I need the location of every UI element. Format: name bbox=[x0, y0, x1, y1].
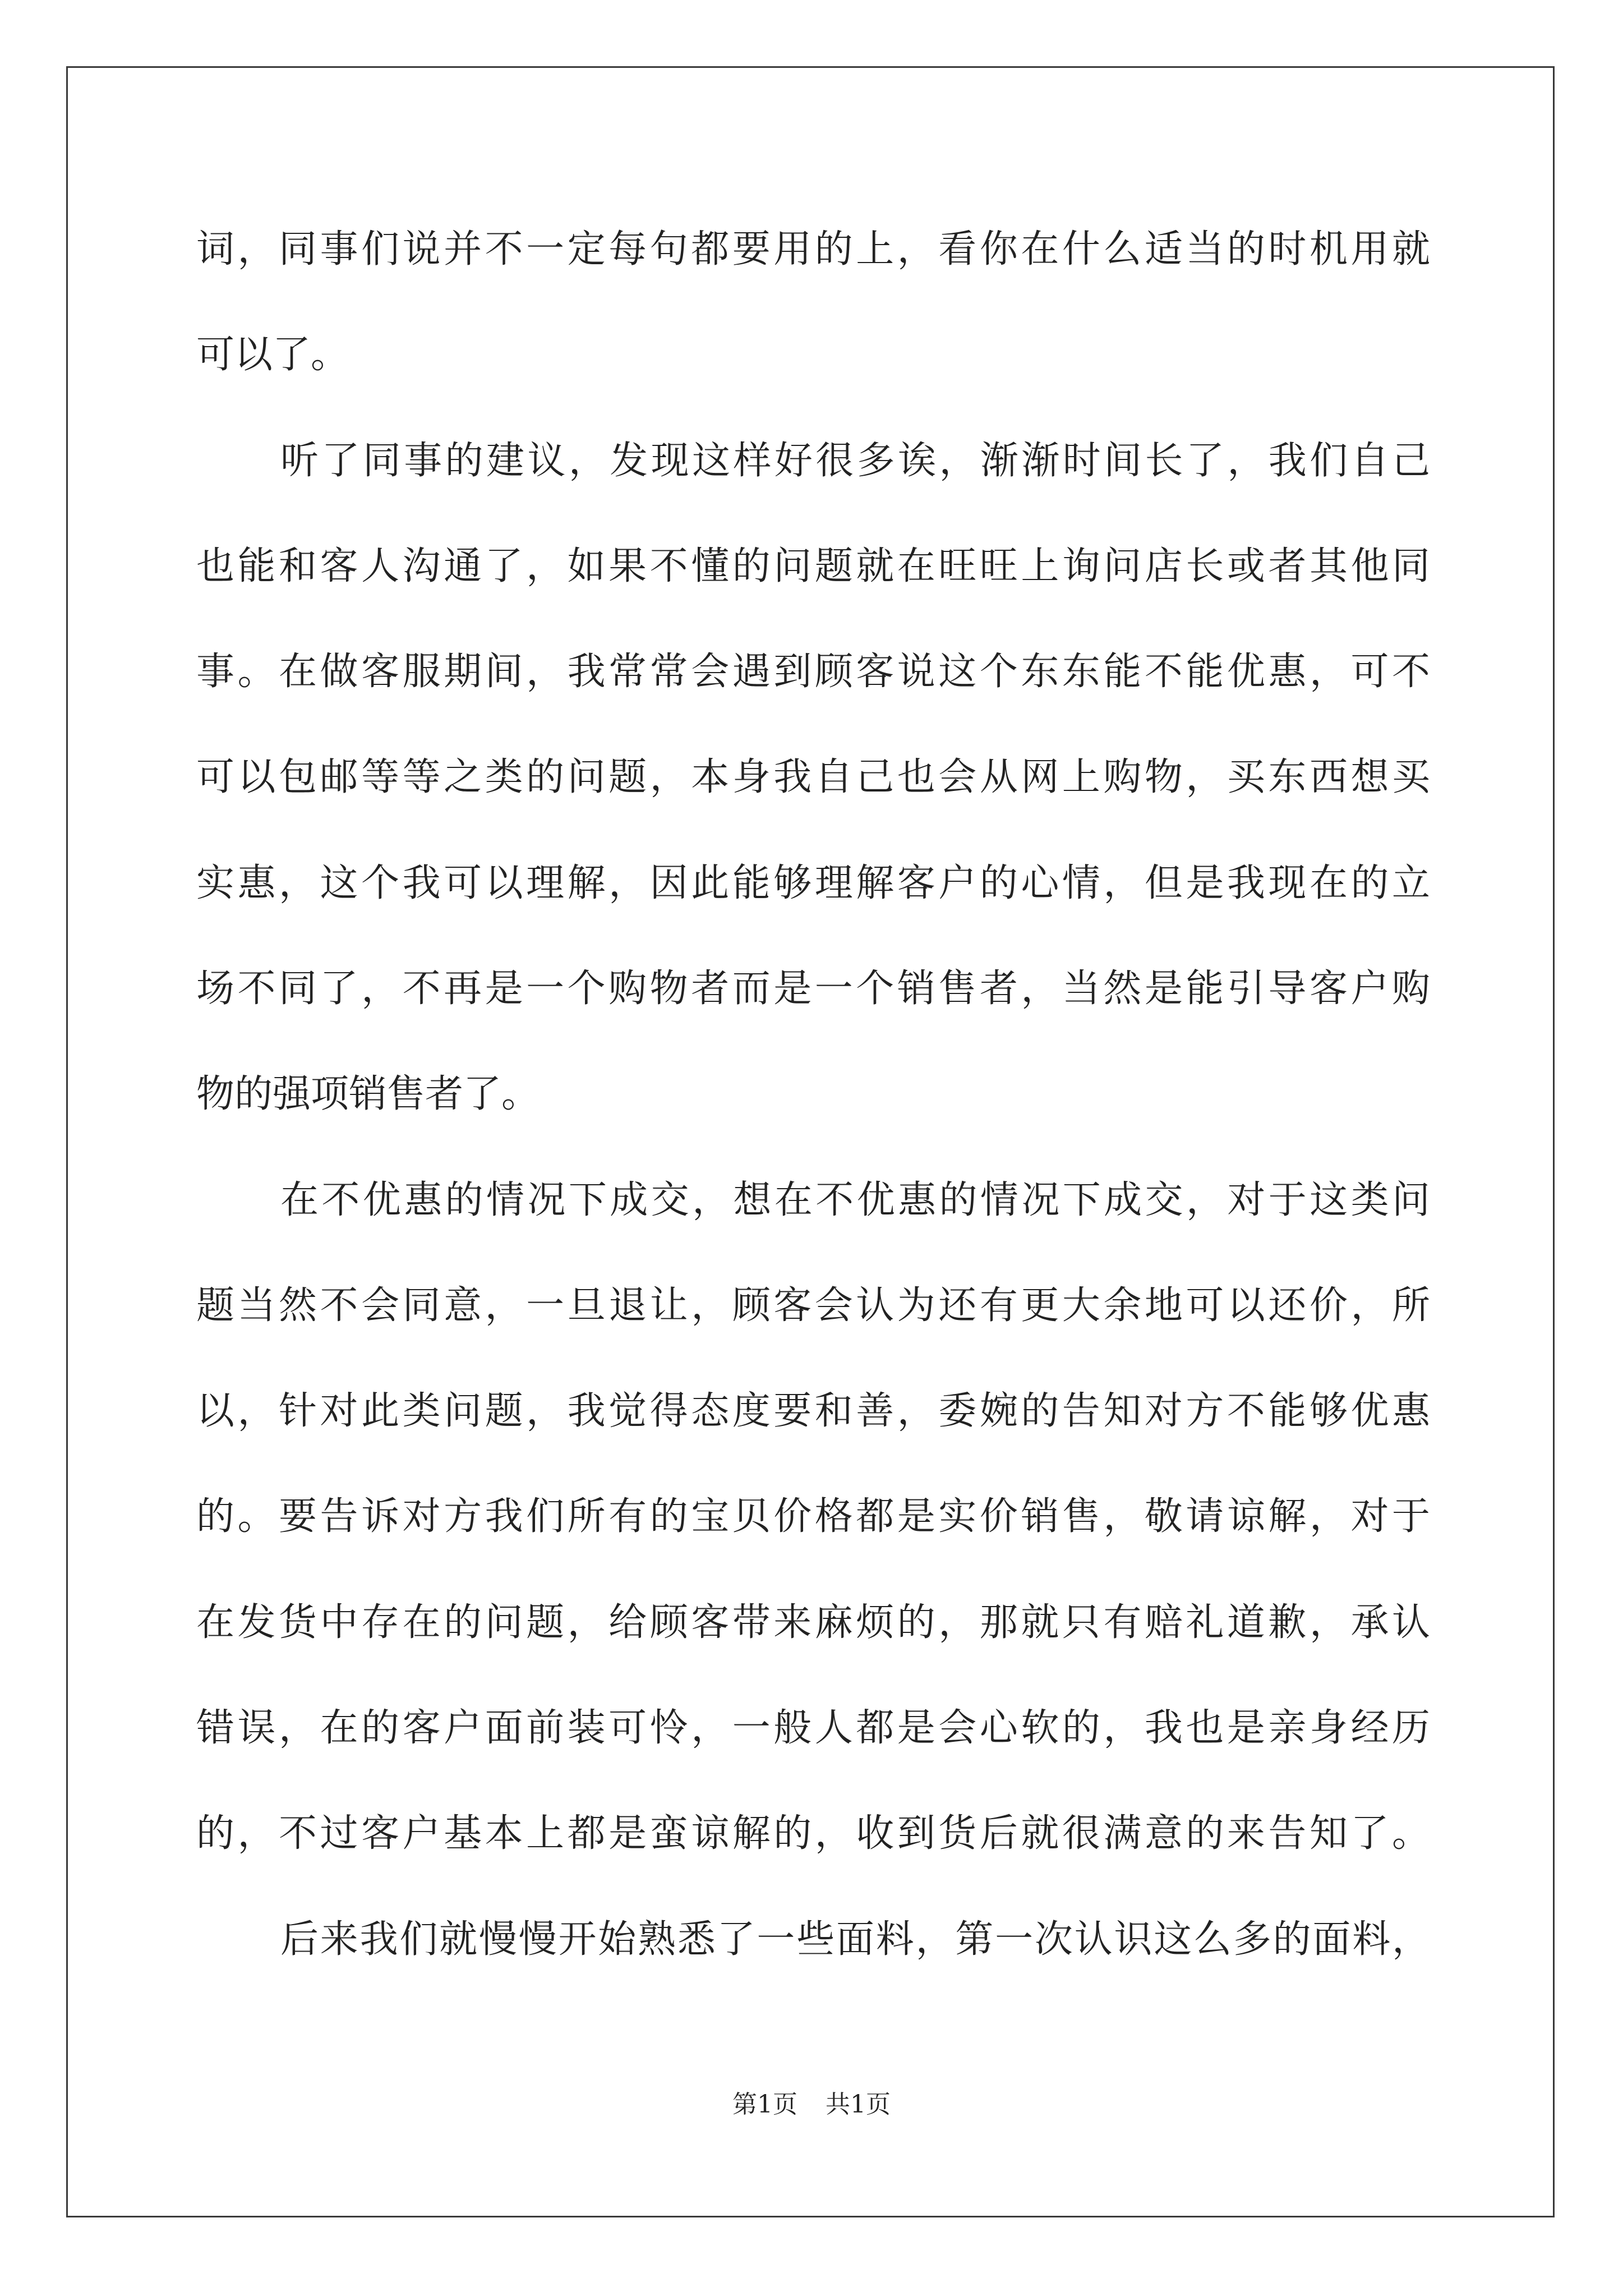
text-line-14: 在发货中存在的问题，给顾客带来麻烦的，那就只有赔礼道歉，承认 bbox=[196, 1600, 1430, 1645]
text-line-5: 事。在做客服期间，我常常会遇到顾客说这个东东能不能优惠，可不 bbox=[196, 650, 1430, 694]
text-line-9: 物的强项销售者了。 bbox=[196, 1072, 540, 1116]
text-line-10: 在不优惠的情况下成交，想在不优惠的情况下成交，对于这类问 bbox=[280, 1178, 1430, 1222]
text-line-4: 也能和客人沟通了，如果不懂的问题就在旺旺上询问店长或者其他同 bbox=[196, 544, 1430, 588]
text-line-6: 可以包邮等等之类的问题，本身我自己也会从网上购物，买东西想买 bbox=[196, 755, 1430, 799]
page-footer bbox=[0, 2088, 1623, 2122]
text-line-15: 错误，在的客户面前装可怜，一般人都是会心软的，我也是亲身经历 bbox=[196, 1706, 1430, 1750]
text-line-16: 的，不过客户基本上都是蛮谅解的，收到货后就很满意的来告知了。 bbox=[196, 1811, 1430, 1856]
text-line-2: 可以了。 bbox=[196, 333, 349, 377]
text-line-17: 后来我们就慢慢开始熟悉了一些面料，第一次认识这么多的面料， bbox=[280, 1917, 1430, 1962]
page-number-current: 第1页 bbox=[732, 2090, 797, 2119]
text-line-1: 词，同事们说并不一定每句都要用的上，看你在什么适当的时机用就 bbox=[196, 227, 1430, 272]
text-line-8: 场不同了，不再是一个购物者而是一个销售者，当然是能引导客户购 bbox=[196, 967, 1430, 1011]
text-line-7: 实惠，这个我可以理解，因此能够理解客户的心情，但是我现在的立 bbox=[196, 861, 1430, 905]
text-line-3: 听了同事的建议，发现这样好很多诶，渐渐时间长了，我们自己 bbox=[280, 439, 1430, 483]
text-line-12: 以，针对此类问题，我觉得态度要和善，委婉的告知对方不能够优惠 bbox=[196, 1389, 1430, 1433]
page-number-total: 共1页 bbox=[826, 2090, 891, 2119]
text-line-13: 的。要告诉对方我们所有的宝贝价格都是实价销售，敬请谅解，对于 bbox=[196, 1494, 1430, 1539]
page-border bbox=[66, 66, 1555, 2217]
text-line-11: 题当然不会同意，一旦退让，顾客会认为还有更大余地可以还价，所 bbox=[196, 1283, 1430, 1328]
